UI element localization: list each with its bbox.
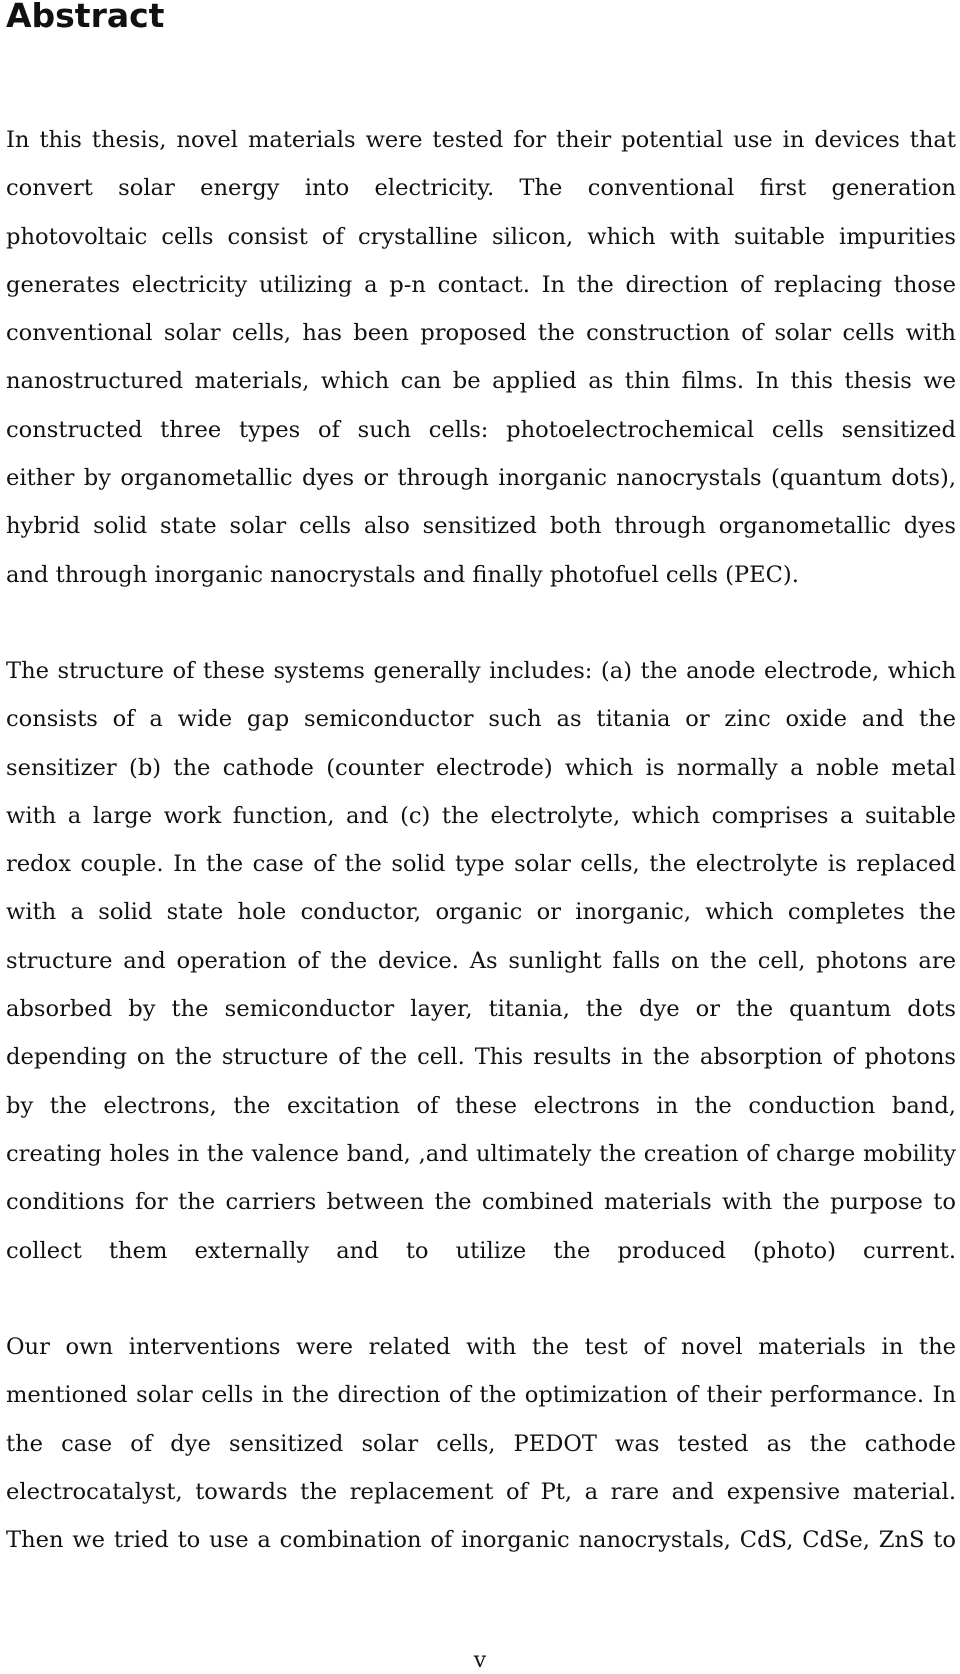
paragraph-line: structure and operation of the device. As sunlight falls on the cell, photons are: [6, 947, 956, 974]
paragraph-3: [6, 1323, 956, 1564]
paragraph-line: consists of a wide gap semiconductor such as titania or zinc oxide and the: [6, 706, 956, 733]
paragraph-line: absorbed by the semiconductor layer, titania, the dye or the quantum dots: [6, 996, 956, 1023]
paragraph-line: and through inorganic nanocrystals and finally photofuel cells (PEC).: [6, 561, 799, 588]
paragraph-line: The structure of these systems generally includes: (a) the anode electrode, which: [6, 658, 956, 684]
paragraph-line: by the electrons, the excitation of these electrons in the conduction band,: [6, 1092, 956, 1119]
paragraph-line: conditions for the carriers between the combined materials with the purpose to: [6, 1189, 956, 1216]
paragraph-line: the case of dye sensitized solar cells, PEDOT was tested as the cathode: [6, 1430, 956, 1457]
paragraph-line: nanostructured materials, which can be applied as thin films. In this thesis we: [6, 368, 956, 395]
paragraph-line: electrocatalyst, towards the replacement of Pt, a rare and expensive material.: [6, 1478, 956, 1505]
page-number: v: [473, 1648, 487, 1673]
page-title: Abstract: [6, 0, 165, 35]
paragraph-line: generates electricity utilizing a p-n contact. In the direction of replacing those: [6, 271, 956, 298]
paragraph-2: [6, 647, 956, 1275]
paragraph-line: Then we tried to use a combination of inorganic nanocrystals, CdS, CdSe, ZnS to: [6, 1527, 956, 1554]
paragraph-line: photovoltaic cells consist of crystalline silicon, which with suitable impurities: [6, 223, 956, 250]
paragraph-line: with a solid state hole conductor, organic or inorganic, which completes the: [6, 899, 956, 926]
paragraph-line: sensitizer (b) the cathode (counter electrode) which is normally a noble metal: [6, 754, 956, 781]
paragraph-line: depending on the structure of the cell. This results in the absorption of photons: [6, 1044, 956, 1071]
paragraph-line: either by organometallic dyes or through inorganic nanocrystals (quantum dots),: [6, 465, 956, 492]
paragraph-line: conventional solar cells, has been proposed the construction of solar cells with: [6, 320, 956, 347]
paragraph-line: creating holes in the valence band, ,and ultimately the creation of charge mobility: [6, 1140, 956, 1167]
paragraph-1: [6, 116, 956, 599]
paragraph-line: Our own interventions were related with the test of novel materials in the: [6, 1334, 956, 1360]
paragraph-line: hybrid solid state solar cells also sensitized both through organometallic dyes: [6, 513, 956, 540]
paragraph-line: constructed three types of such cells: photoelectrochemical cells sensitized: [6, 416, 956, 443]
paragraph-line: with a large work function, and (c) the electrolyte, which comprises a suitable: [6, 802, 956, 829]
paragraph-line: In this thesis, novel materials were tested for their potential use in devices that: [6, 127, 956, 153]
paragraph-line: collect them externally and to utilize the produced (photo) current.: [6, 1237, 956, 1264]
paragraph-line: redox couple. In the case of the solid type solar cells, the electrolyte is replaced: [6, 851, 956, 878]
paragraph-line: mentioned solar cells in the direction of the optimization of their performance. In: [6, 1382, 956, 1409]
paragraph-line: convert solar energy into electricity. The conventional first generation: [6, 175, 956, 202]
